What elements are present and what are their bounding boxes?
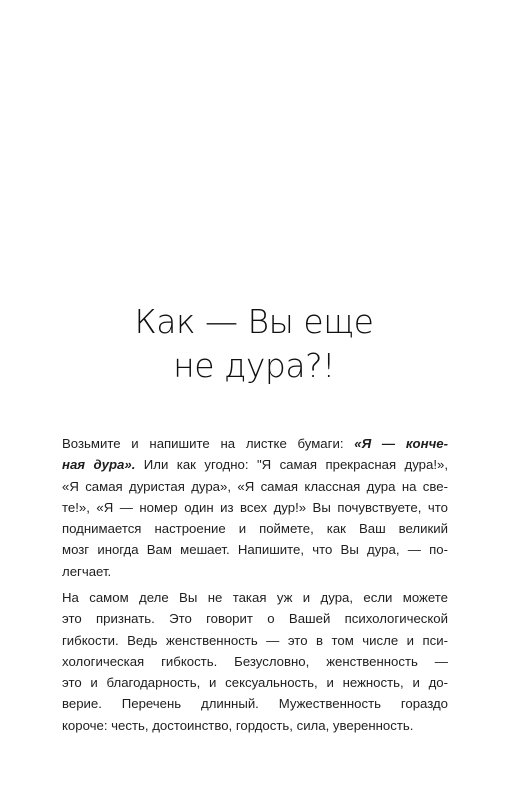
text-run: Или как угодно: "Я самая прекрасная дура!»,: [135, 457, 448, 473]
text-line: это признать. Это говорит о Вашей психологической: [62, 611, 448, 627]
emphasis-text: ная дура».: [62, 457, 136, 473]
text-line: короче: честь, достоинство, гордость, сила, уверенность.: [62, 717, 414, 733]
chapter-title-line-2: не дура?!: [173, 346, 335, 385]
text-line: хологическая гибкость. Безусловно, женственность —: [62, 653, 448, 669]
chapter-title: [0, 300, 508, 388]
text-line: [62, 433, 448, 454]
text-line: На самом деле Вы не такая уж и дура, если можете: [62, 590, 448, 605]
text-line: [62, 454, 448, 475]
text-line: те!», «Я — номер один из всех дур!» Вы почувствуете, что: [62, 499, 448, 515]
emphasis-text: «Я — конче-: [354, 436, 448, 451]
text-line: легчает.: [62, 563, 112, 579]
text-line: поднимается настроение и поймете, как Ваш великий: [62, 521, 448, 537]
text-line: верие. Перечень длинный. Мужественность гораздо: [62, 696, 448, 712]
text-line: гибкости. Ведь женственность — это в том числе и пси-: [62, 632, 448, 648]
text-run: Возьмите и напишите на листке бумаги:: [62, 436, 355, 451]
chapter-title-line-1: Как — Вы еще: [134, 302, 374, 341]
paragraph-2: [62, 587, 448, 736]
text-line: мозг иногда Вам мешает. Напишите, что Вы дура, — по-: [62, 542, 448, 558]
paragraph-1: [62, 433, 448, 582]
text-line: это и благодарность, и сексуальность, и нежность, и до-: [62, 675, 448, 691]
text-line: «Я самая дуристая дура», «Я самая классная дура на све-: [62, 478, 448, 494]
